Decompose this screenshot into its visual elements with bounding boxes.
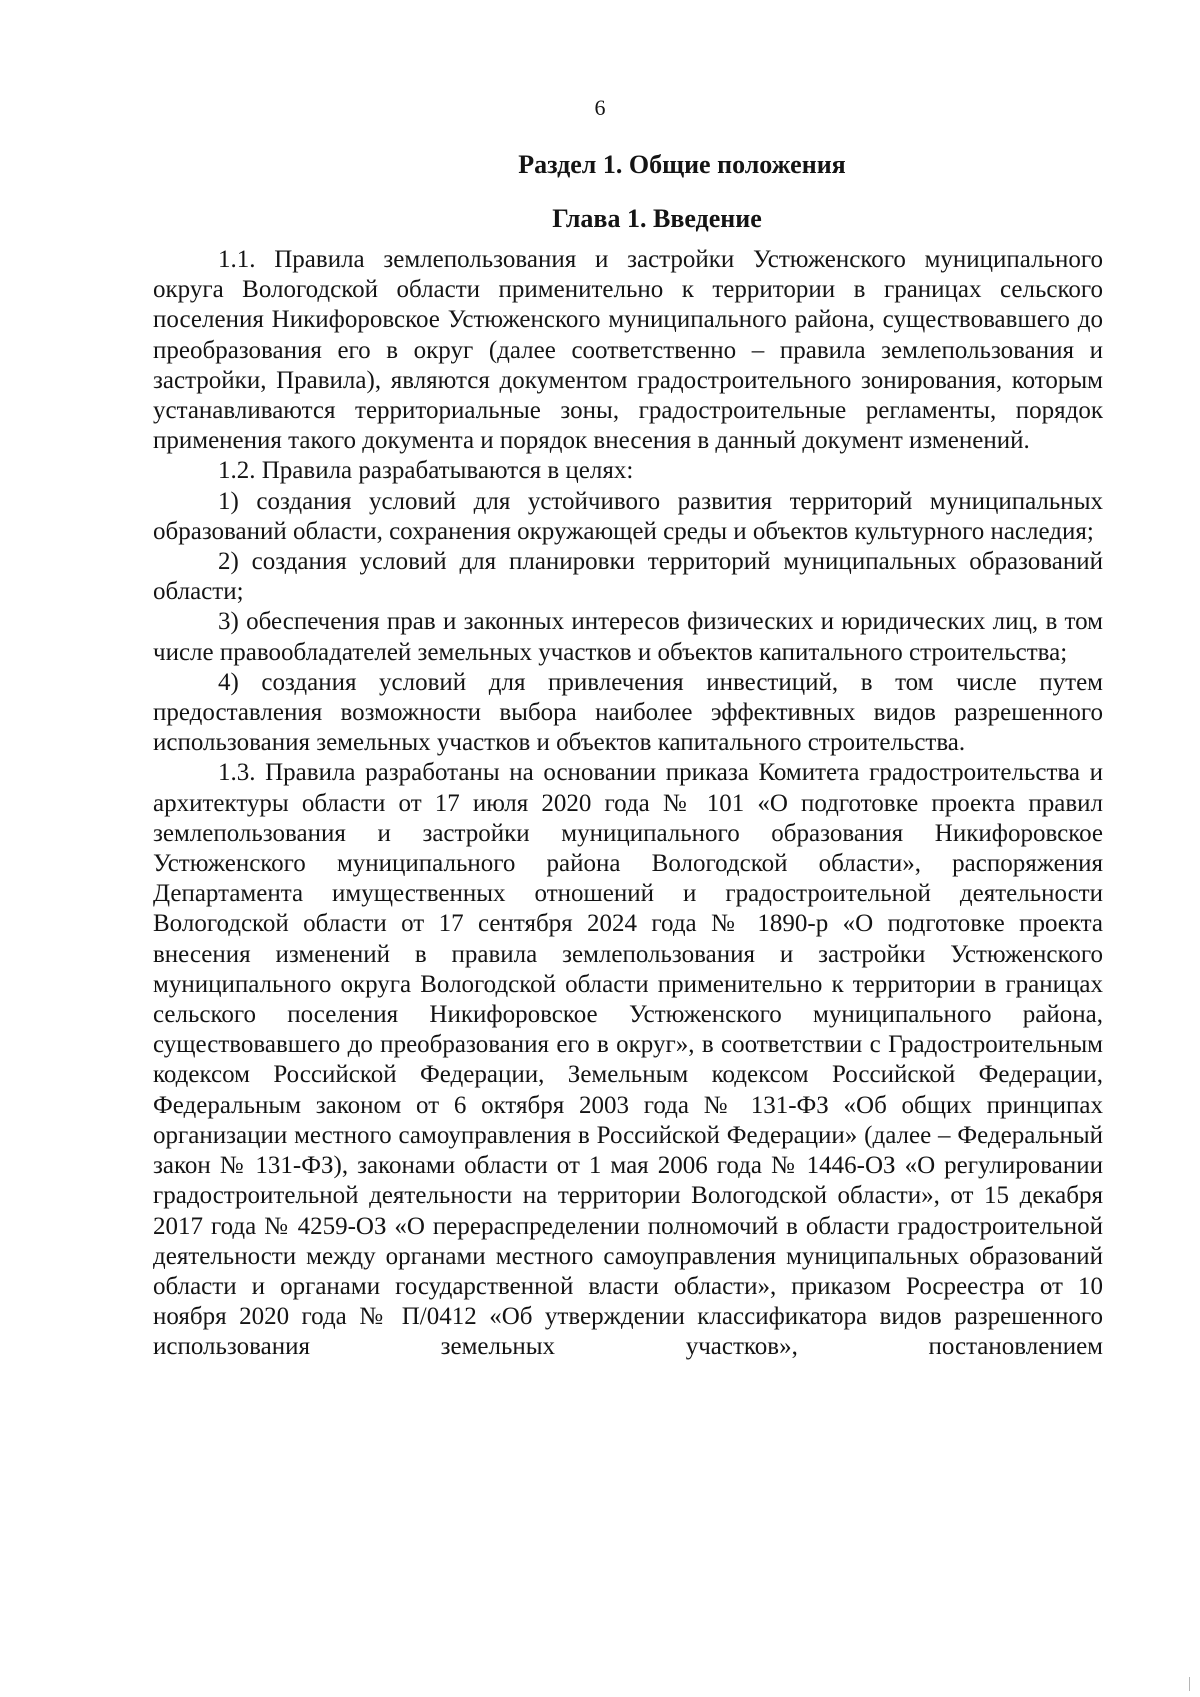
list-item-3: 3) обеспечения прав и законных интересов физических и юридических лиц, в том числе правообладателей земельных участков и объектов капитального строительства;	[153, 608, 1103, 666]
paragraph-1-1: 1.1. Правила землепользования и застройки Устюженского муниципального округа Вологодской области применительно к территории в границах сельского поселения Никифоровское Устюженского муниципального района, существовавшего до преобразования его в округ (далее соответственно – правила землепользования и застройки, Правила), являются документом градостроительного зонирования, которым устанавливаются территориальные зоны, градостроительные регламенты, порядок применения такого документа и порядок внесения в данный документ изменений.	[153, 246, 1103, 455]
list-item-4: 4) создания условий для привлечения инвестиций, в том числе путем предоставления возможности выбора наиболее эффективных видов разрешенного использования земельных участков и объектов капитального строительства.	[153, 668, 1103, 757]
paragraph-1-3: 1.3. Правила разработаны на основании приказа Комитета градостроительства и архитектуры области от 17 июля 2020 года № 101 «О подготовке проекта правил землепользования и застройки муниципального образования Никифоровское Устюженского муниципального района Вологодской области», распоряжения Департамента имущественных отношений и градостроительной деятельности Вологодской области от 17 сентября 2024 года № 1890-р «О подготовке проекта внесения изменений в правила землепользования и застройки Устюженского муниципального округа Вологодской области применительно к территории в границах сельского поселения Никифоровское Устюженского муниципального района, существовавшего до преобразования его в округ», в соответствии с Градостроительным кодексом Российской Федерации, Земельным кодексом Российской Федерации, Федеральным законом от 6 октября 2003 года № 131-ФЗ «Об общих принципах организации местного самоуправления в Российской Федерации» (далее – Федеральный закон № 131-ФЗ), законами области от 1 мая 2006 года № 1446-ОЗ «О регулировании градостроительной деятельности на территории Вологодской области», от 15 декабря 2017 года № 4259-ОЗ «О перераспределении полномочий в области градостроительной деятельности между органами местного самоуправления муниципальных образований области и органами государственной власти области», приказом Росреестра от 10 ноября 2020 года № П/0412 «Об утверждении классификатора видов разрешенного использования земельных участков», постановлением	[153, 759, 1103, 1361]
list-item-2: 2) создания условий для планировки территорий муниципальных образований области;	[153, 548, 1103, 606]
section-title: Раздел 1. Общие положения	[518, 150, 846, 179]
chapter-title: Глава 1. Введение	[552, 204, 762, 233]
list-item-1: 1) создания условий для устойчивого развития территорий муниципальных образований области, сохранения окружающей среды и объектов культурного наследия;	[153, 487, 1103, 545]
document-body	[153, 245, 1103, 1363]
page-number: 6	[594, 95, 606, 120]
paragraph-1-2: 1.2. Правила разрабатываются в целях:	[218, 457, 634, 485]
scan-artifact	[1189, 1677, 1190, 1691]
